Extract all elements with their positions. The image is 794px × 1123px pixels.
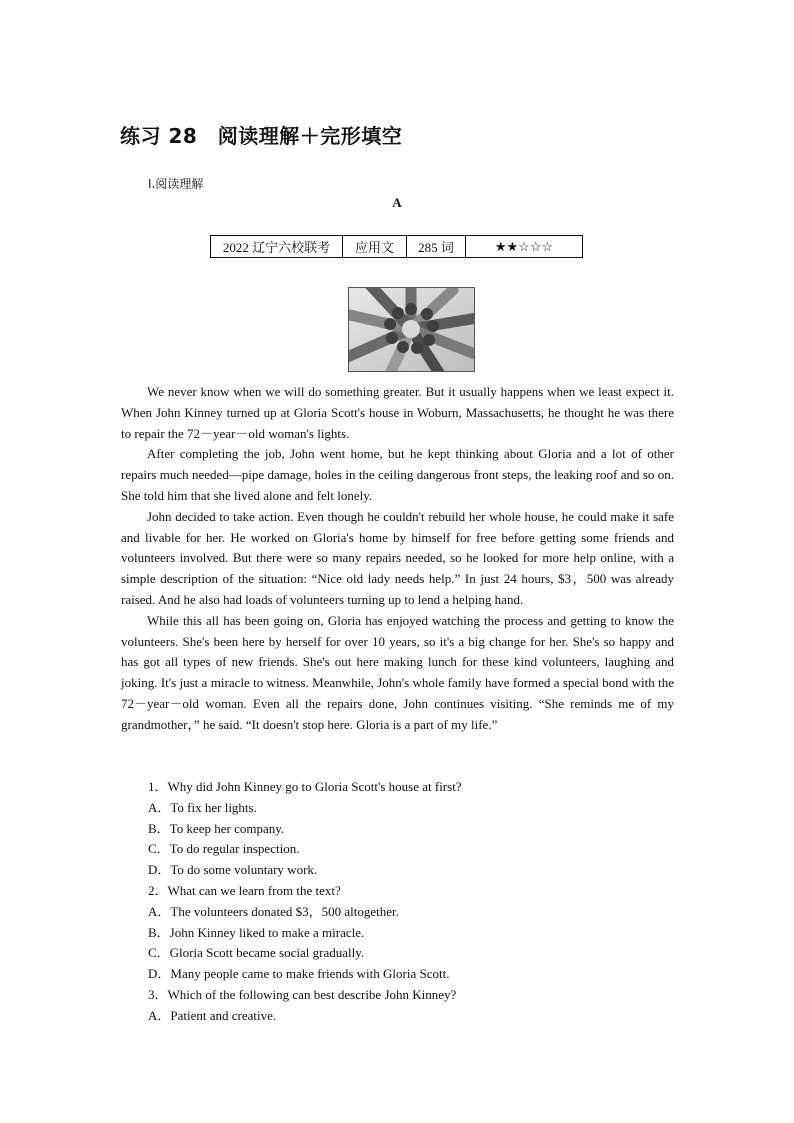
answer-option[interactable]: D．To do some voluntary work.: [148, 862, 318, 878]
passage-paragraph: While this all has been going on, Gloria has enjoyed watching the process and getting to know the volunteers. She's been here by herself for over 10 years, so it's a big change for her. She's so happy and has got all types of new friends. She's out here making lunch for these kind volunteers, laughing and joking. It's just a miracle to witness. Meanwhile, John's whole family have formed a special bond with the 72－year－old woman. Even all the repairs done, John continues visiting. “She reminds me of my grandmother，” he said. “It doesn't stop here. Gloria is a part of my life.”: [121, 612, 674, 732]
part-letter: A: [392, 195, 402, 210]
answer-option[interactable]: A．The volunteers donated $3，500 altogether.: [148, 903, 399, 919]
question-stem: 1．Why did John Kinney go to Gloria Scott's house at first?: [148, 779, 462, 794]
page-title: 练习 28 阅读理解＋完形填空: [120, 124, 403, 148]
passage-paragraph: After completing the job, John went home, but he kept thinking about Gloria and a lot of other repairs much needed—pipe damage, holes in the ceiling dangerous front steps, the leaking roof and so on. She told him that she lived alone and felt lonely.: [121, 446, 674, 503]
info-word-count: 285 词: [407, 236, 466, 258]
question-stem: 2．What can we learn from the text?: [148, 882, 341, 898]
fist-circle-photo: [348, 287, 475, 372]
answer-option[interactable]: C．Gloria Scott became social gradually.: [148, 945, 365, 961]
answer-option[interactable]: A．To fix her lights.: [148, 799, 257, 815]
info-table: [210, 235, 583, 258]
answer-option[interactable]: B．To keep her company.: [148, 820, 285, 836]
answer-option[interactable]: B．John Kinney liked to make a miracle.: [148, 924, 365, 940]
answer-option[interactable]: D．Many people came to make friends with Gloria Scott.: [148, 966, 450, 982]
question-stem: 3．Which of the following can best describe John Kinney?: [148, 986, 457, 1002]
question-list: [148, 777, 674, 1027]
info-genre: 应用文: [343, 236, 407, 258]
info-difficulty: ★★☆☆☆: [466, 236, 583, 258]
reading-passage: [121, 382, 674, 736]
answer-option[interactable]: C．To do regular inspection.: [148, 841, 300, 857]
passage-paragraph: John decided to take action. Even though he couldn't rebuild her whole house, he could make it safe and livable for her. He worked on Gloria's home by himself for free before getting some friends and volunteers involved. But there were so many repairs needed, so he looked for more help online, with a simple description of the situation: “Nice old lady needs help.” In just 24 hours, $3，500 was already raised. And he also had loads of volunteers turning up to lend a helping hand.: [121, 508, 674, 607]
info-source: 2022 辽宁六校联考: [211, 236, 343, 258]
answer-option[interactable]: A．Patient and creative.: [148, 1007, 277, 1023]
passage-paragraph: We never know when we will do something greater. But it usually happens when we least expect it. When John Kinney turned up at Gloria Scott's house in Woburn, Massachusetts, he thought he was there to repair the 72－year－old woman's lights.: [121, 384, 674, 441]
section-label: Ⅰ.阅读理解: [148, 177, 204, 191]
